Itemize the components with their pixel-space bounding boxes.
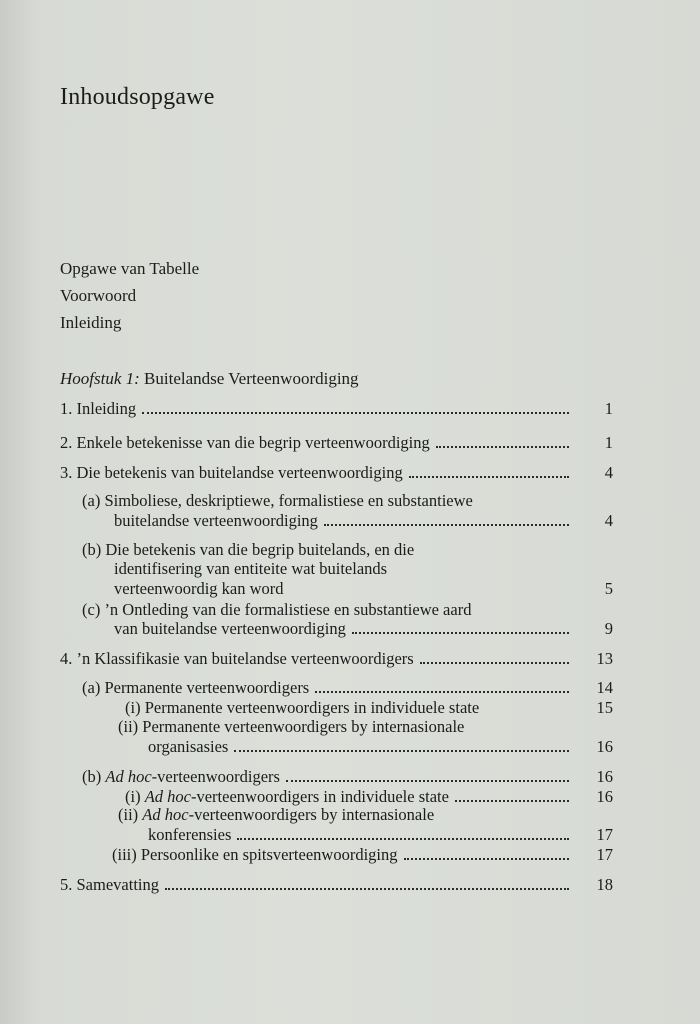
toc-entry-text: organisasies bbox=[148, 737, 229, 756]
toc-entry bbox=[82, 678, 613, 697]
toc-entry-line bbox=[118, 805, 434, 824]
toc-entry-text: verteenwoordig kan word bbox=[114, 579, 284, 598]
dot-leader bbox=[290, 591, 569, 594]
toc-entry-text: konferensies bbox=[148, 825, 232, 844]
toc-entry bbox=[60, 433, 613, 452]
toc-page-number: 16 bbox=[596, 767, 613, 786]
dot-leader bbox=[324, 523, 569, 526]
page-title: Inhoudsopgawe bbox=[60, 84, 215, 110]
toc-page-number: 15 bbox=[596, 698, 613, 717]
toc-page-number: 1 bbox=[604, 433, 613, 452]
toc-entry-rest: -verteenwoordigers bbox=[151, 767, 280, 786]
toc-entry-rest: -verteenwoordigers in individuele state bbox=[190, 787, 449, 806]
dot-leader bbox=[165, 887, 569, 890]
toc-entry-line: (ii) Permanente verteenwoordigers by internasionale bbox=[118, 717, 465, 736]
toc-entry-text bbox=[125, 787, 449, 806]
toc-entry-text bbox=[82, 767, 280, 786]
dot-leader bbox=[286, 779, 569, 782]
toc-entry-line: (c) ’n Ontleding van die formalistiese en substantiewe aard bbox=[82, 600, 472, 619]
toc-entry-prefix: (ii) bbox=[118, 805, 143, 824]
toc-entry-text: 4. ’n Klassifikasie van buitelandse verteenwoordigers bbox=[60, 649, 414, 668]
toc-entry bbox=[60, 875, 613, 894]
chapter-label: Hoofstuk 1: bbox=[60, 369, 140, 388]
dot-leader bbox=[404, 857, 570, 860]
toc-entry-italic: Ad hoc bbox=[142, 805, 189, 824]
toc-entry-italic: Ad hoc bbox=[105, 767, 152, 786]
dot-leader bbox=[142, 411, 569, 414]
toc-entry-text: 1. Inleiding bbox=[60, 399, 137, 418]
toc-page-number: 13 bbox=[596, 649, 613, 668]
dot-leader bbox=[485, 710, 569, 713]
toc-entry bbox=[60, 399, 613, 418]
dot-leader bbox=[237, 837, 569, 840]
toc-entry-text: buitelandse verteenwoordiging bbox=[114, 511, 318, 530]
toc-page-number: 16 bbox=[596, 737, 613, 756]
front-matter-tables: Opgawe van Tabelle bbox=[60, 259, 200, 278]
dot-leader bbox=[409, 475, 569, 478]
toc-page-number: 18 bbox=[596, 875, 613, 894]
chapter-title: Buitelandse Verteenwoordiging bbox=[144, 369, 359, 388]
toc-entry-line: identifisering van entiteite wat buitelands bbox=[114, 559, 388, 578]
dot-leader bbox=[234, 749, 569, 752]
dot-leader bbox=[315, 690, 569, 693]
toc-entry-text: van buitelandse verteenwoordiging bbox=[114, 619, 346, 638]
toc-page-number: 16 bbox=[596, 787, 613, 806]
toc-entry bbox=[125, 787, 613, 806]
toc-entry bbox=[114, 511, 613, 530]
toc-entry-prefix: (i) bbox=[125, 787, 145, 806]
toc-page-number: 4 bbox=[604, 463, 613, 482]
toc-entry-text: (i) Permanente verteenwoordigers in individuele state bbox=[125, 698, 480, 717]
toc-entry bbox=[114, 579, 613, 598]
toc-entry-text: 2. Enkele betekenisse van die begrip verteenwoordiging bbox=[60, 433, 430, 452]
chapter-heading bbox=[60, 369, 359, 389]
toc-entry-line: (a) Simboliese, deskriptiewe, formalistiese en substantiewe bbox=[82, 491, 473, 510]
dot-leader bbox=[420, 661, 569, 664]
toc-page-number: 1 bbox=[604, 399, 613, 418]
toc-entry bbox=[60, 463, 613, 482]
toc-entry bbox=[82, 767, 613, 786]
toc-entry-line: (b) Die betekenis van die begrip buitelands, en die bbox=[82, 540, 415, 559]
toc-entry-prefix: (b) bbox=[82, 767, 106, 786]
toc-entry bbox=[125, 698, 613, 717]
front-matter-introduction: Inleiding bbox=[60, 313, 122, 332]
toc-entry bbox=[148, 737, 613, 756]
toc-page-number: 5 bbox=[604, 579, 613, 598]
toc-entry-text: (iii) Persoonlike en spitsverteenwoordiging bbox=[112, 845, 398, 864]
toc-page-number: 17 bbox=[596, 825, 613, 844]
toc-page-number: 9 bbox=[604, 619, 613, 638]
toc-entry-text: (a) Permanente verteenwoordigers bbox=[82, 678, 310, 697]
dot-leader bbox=[455, 799, 569, 802]
toc-page-number: 17 bbox=[596, 845, 613, 864]
toc-page-number: 4 bbox=[604, 511, 613, 530]
dot-leader bbox=[352, 631, 569, 634]
toc-page-number: 14 bbox=[596, 678, 613, 697]
dot-leader bbox=[436, 445, 569, 448]
front-matter-foreword: Voorwoord bbox=[60, 286, 137, 305]
toc-entry bbox=[112, 845, 613, 864]
toc-entry-italic: Ad hoc bbox=[144, 787, 191, 806]
toc-entry-text: 5. Samevatting bbox=[60, 875, 159, 894]
toc-entry-text: 3. Die betekenis van buitelandse verteenwoordiging bbox=[60, 463, 403, 482]
toc-entry-rest: -verteenwoordigers by internasionale bbox=[188, 805, 435, 824]
toc-entry bbox=[114, 619, 613, 638]
toc-entry bbox=[60, 649, 613, 668]
toc-entry bbox=[148, 825, 613, 844]
